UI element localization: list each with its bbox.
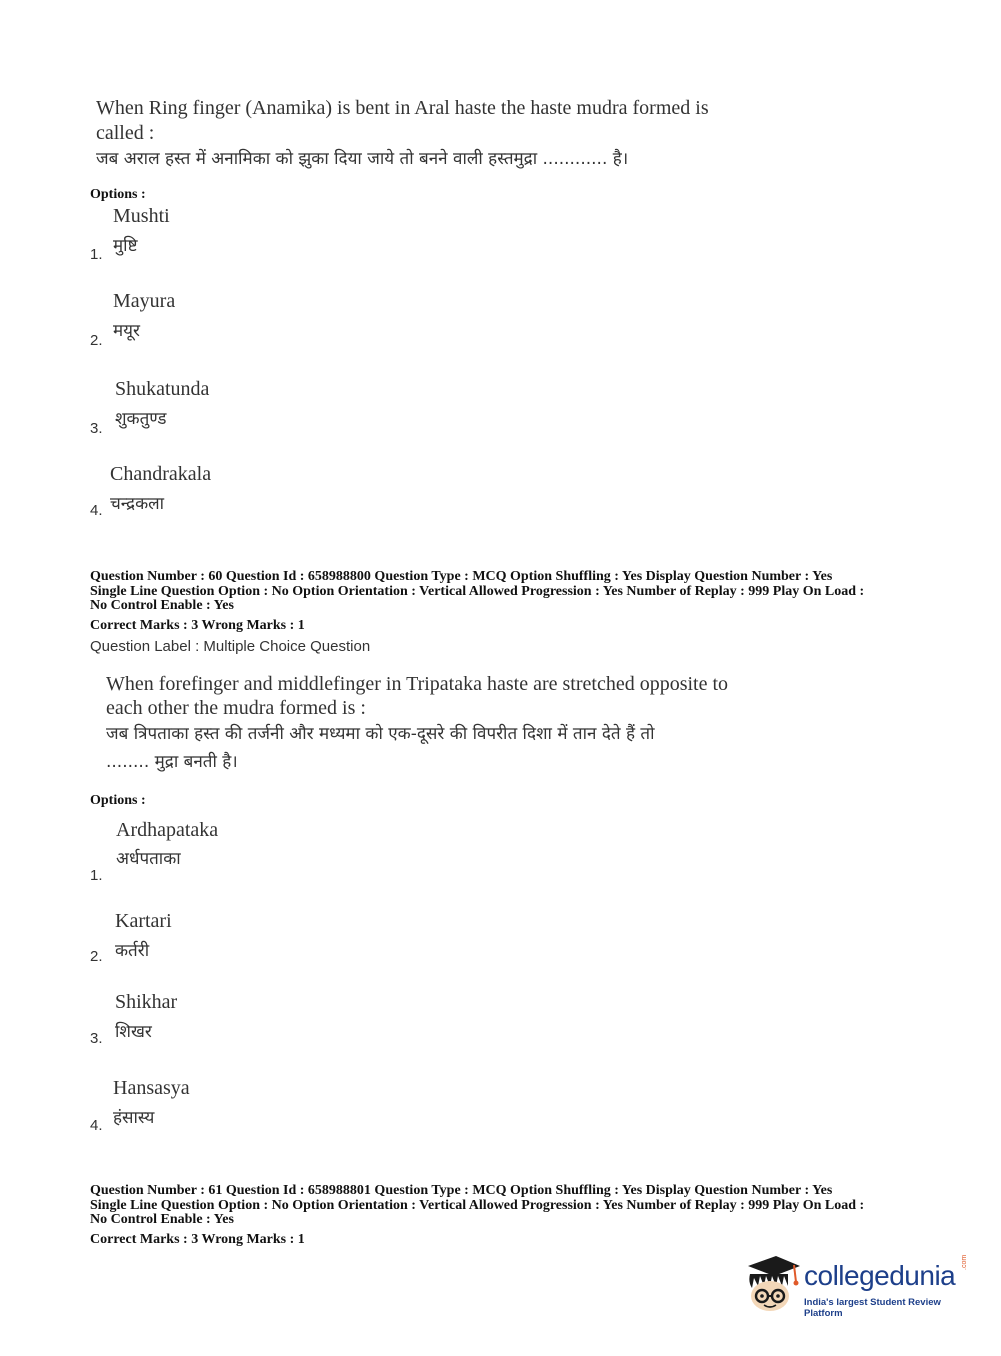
option-label-hi: चन्द्रकला	[110, 494, 165, 514]
question-meta-line1: Question Number : 60 Question Id : 658988800 Question Type : MCQ Option Shuffling : Yes Display Question Number : Yes	[90, 569, 833, 584]
option-number: 4.	[90, 502, 103, 519]
option-number: 2.	[90, 948, 103, 965]
logo-com: .com	[961, 1254, 968, 1270]
option-label-hi: शिखर	[115, 1022, 152, 1042]
option-number: 3.	[90, 1030, 103, 1047]
option-label-en: Ardhapataka	[116, 819, 219, 841]
option-label-en: Mayura	[113, 290, 176, 312]
question-text-en-line2: each other the mudra formed is :	[106, 697, 366, 719]
question-meta-line3: No Control Enable : Yes	[90, 598, 234, 613]
question-text-hi: जब अराल हस्त में अनामिका को झुका दिया जाये तो बनने वाली हस्तमुद्रा ............ है।	[96, 149, 629, 169]
option-label-en: Kartari	[115, 910, 172, 932]
question-marks: Correct Marks : 3 Wrong Marks : 1	[90, 1232, 305, 1247]
question-text-hi-line1: जब त्रिपताका हस्त की तर्जनी और मध्यमा को एक-दूसरे की विपरीत दिशा में तान देते हैं तो	[106, 724, 655, 744]
question-meta-line2: Single Line Question Option : No Option Orientation : Vertical Allowed Progression : Yes Number of Replay : 999 Play On Load :	[90, 1197, 865, 1213]
question-text-en-line1: When forefinger and middlefinger in Tripataka haste are stretched opposite to	[106, 673, 729, 695]
options-heading: Options :	[90, 793, 146, 808]
question-label: Question Label : Multiple Choice Question	[90, 638, 371, 655]
logo-wordmark: collegedunia	[804, 1260, 956, 1291]
option-label-en: Hansasya	[113, 1077, 190, 1099]
collegedunia-logo	[742, 1250, 972, 1320]
option-number: 1.	[90, 867, 103, 884]
option-label-hi: शुकतुण्ड	[115, 409, 167, 429]
option-label-hi: अर्धपताका	[116, 849, 181, 869]
mascot-icon	[742, 1252, 802, 1314]
question-text-en-line2: called :	[96, 122, 155, 144]
question-marks: Correct Marks : 3 Wrong Marks : 1	[90, 618, 305, 633]
question-meta	[90, 1184, 920, 1228]
option-label-en: Shukatunda	[115, 378, 210, 400]
option-number: 1.	[90, 246, 103, 263]
question-meta-line2: Single Line Question Option : No Option Orientation : Vertical Allowed Progression : Yes Number of Replay : 999 Play On Load :	[90, 583, 865, 599]
question-meta-line1: Question Number : 61 Question Id : 658988801 Question Type : MCQ Option Shuffling : Yes Display Question Number : Yes	[90, 1183, 833, 1198]
option-label-en: Shikhar	[115, 991, 178, 1013]
option-label-hi: हंसास्य	[113, 1108, 155, 1128]
option-label-hi: मयूर	[113, 321, 140, 341]
question-meta	[90, 570, 920, 614]
option-label-en: Mushti	[113, 205, 170, 227]
option-number: 3.	[90, 420, 103, 437]
option-label-hi: कर्तरी	[115, 941, 150, 961]
option-number: 2.	[90, 332, 103, 349]
question-meta-line3: No Control Enable : Yes	[90, 1212, 234, 1227]
option-label-en: Chandrakala	[110, 463, 212, 485]
options-heading: Options :	[90, 187, 146, 202]
logo-tagline: India's largest Student Review Platform	[804, 1297, 941, 1319]
question-text-hi-line2: ........ मुद्रा बनती है।	[106, 752, 238, 772]
option-label-hi: मुष्टि	[113, 236, 138, 256]
question-text-en-line1: When Ring finger (Anamika) is bent in Aral haste the haste mudra formed is	[96, 97, 709, 119]
option-number: 4.	[90, 1117, 103, 1134]
